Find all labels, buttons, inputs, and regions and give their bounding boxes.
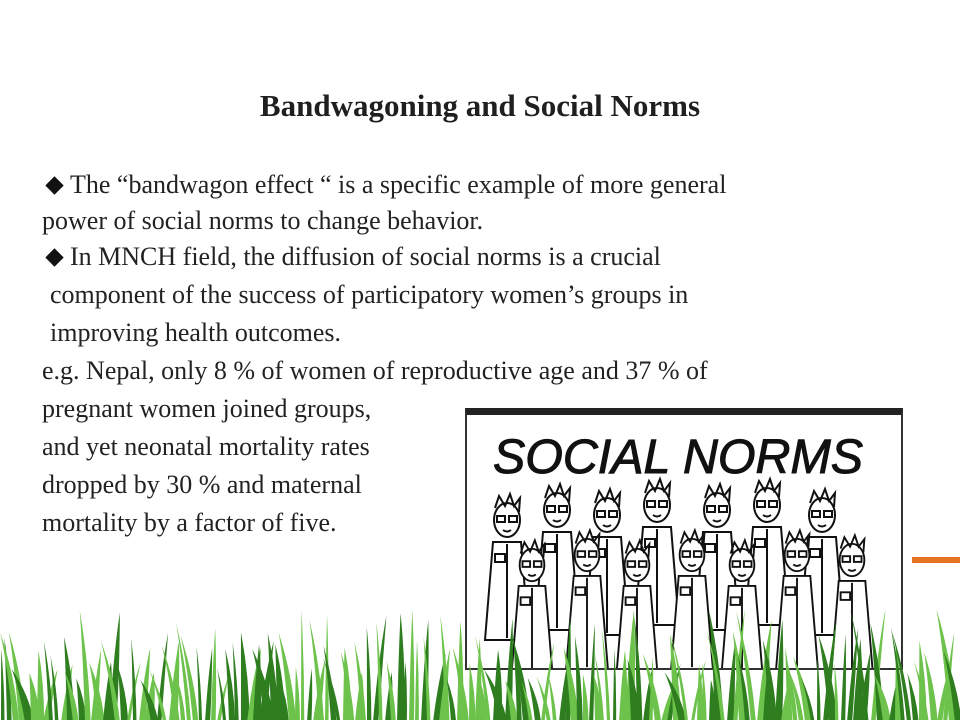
grass-blade bbox=[841, 634, 846, 720]
slide-title: Bandwagoning and Social Norms bbox=[259, 88, 701, 123]
grass-blade bbox=[44, 641, 53, 720]
body-line-7: pregnant women joined groups, bbox=[42, 394, 372, 423]
grass-blade bbox=[409, 610, 414, 720]
grass-blade bbox=[727, 644, 735, 720]
grass-blade bbox=[196, 646, 202, 720]
grass-blade bbox=[301, 610, 304, 720]
grass-blade bbox=[589, 623, 595, 720]
grass-blade bbox=[118, 666, 128, 720]
grass-blade bbox=[469, 664, 475, 720]
grass-blade bbox=[367, 627, 372, 720]
grass-blade bbox=[307, 668, 312, 720]
grass-blade bbox=[602, 628, 611, 720]
body-line-8: and yet neonatal mortality rates bbox=[42, 432, 370, 461]
body-line-10: mortality by a factor of five. bbox=[42, 508, 337, 537]
grass-blade bbox=[415, 640, 419, 720]
grass-blade bbox=[613, 649, 616, 720]
grass-blade bbox=[205, 648, 212, 720]
body-line-4: component of the success of participatory women’s groups in bbox=[50, 280, 689, 309]
body-line-6: e.g. Nepal, only 8 % of women of reproductive age and 37 % of bbox=[42, 356, 708, 385]
grass-blade bbox=[817, 657, 820, 720]
bullet-text-2: In MNCH field, the diffusion of social norms is a crucial bbox=[70, 242, 661, 271]
grass-blade bbox=[583, 674, 589, 720]
body-line-5: improving health outcomes. bbox=[50, 318, 342, 347]
grass-blade bbox=[818, 635, 837, 720]
grass-blade bbox=[1, 649, 4, 720]
grass-blade bbox=[295, 667, 300, 720]
body-line-9: dropped by 30 % and maternal bbox=[42, 470, 362, 499]
bullet-text-1: The “bandwagon effect “ is a specific example of more general bbox=[70, 170, 727, 199]
body-line-2: power of social norms to change behavior. bbox=[42, 206, 484, 235]
grass-blade bbox=[37, 651, 44, 720]
grass-blades bbox=[0, 609, 960, 720]
grass-blade bbox=[775, 619, 783, 720]
illustration-caption: SOCIAL NORMS bbox=[493, 431, 863, 484]
grass-blade bbox=[354, 642, 366, 720]
grass-blade bbox=[241, 632, 249, 720]
grass-blade bbox=[834, 663, 838, 720]
grass-blade bbox=[89, 662, 104, 720]
